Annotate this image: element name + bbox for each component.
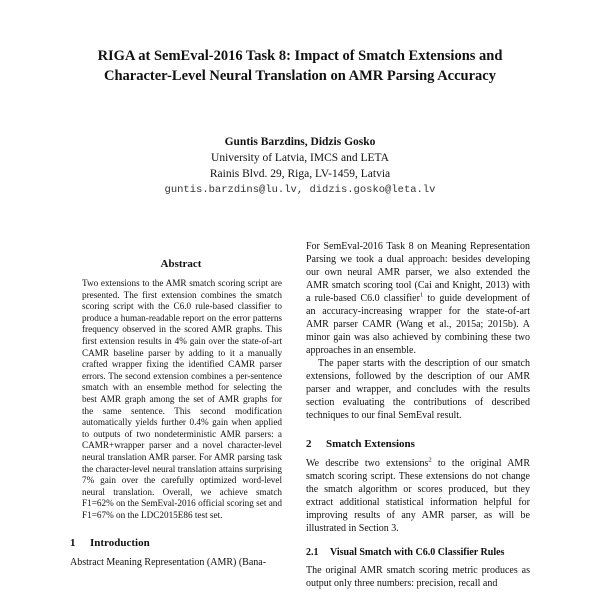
right-paragraph-1 (306, 240, 530, 357)
paper-title (40, 46, 560, 86)
section-1-heading (70, 537, 292, 549)
abstract-heading: Abstract (160, 258, 202, 270)
section-1-number: 1 (70, 537, 76, 550)
left-column (70, 258, 292, 569)
footnote-marker-1: 1 (419, 291, 424, 299)
right-paragraph-1-after: to guide development of an accuracy-increasing wrapper for the state-of-art AMR parser CAMR (Wang et al., 2015a; 2015b). A minor gain was also achieved by combining these two approaches in an ensemble. (306, 293, 530, 356)
title-line-1: RIGA at SemEval-2016 Task 8: Impact of Smatch Extensions and (97, 48, 503, 64)
subsection-2-1-number: 2.1 (306, 547, 319, 558)
author-emails: guntis.barzdins@lu.lv, didzis.gosko@leta.lv (164, 184, 436, 196)
right-paragraph-2: The paper starts with the description of our smatch extensions, followed by the description of our AMR parser and wrapper, and concludes with the results section evaluating the contributions of described techniques to our final SemEval result. (306, 358, 530, 421)
author-block (100, 134, 500, 198)
right-paragraph-1-before: For SemEval-2016 Task 8 on Meaning Representation Parsing we took a dual approach: besides developing our own neural AMR parser, we also extended the AMR smatch scoring tool (Cai and Knight, 2013) with a rule-based C6.0 classifier (306, 241, 530, 304)
section-2-text-after: to the original AMR smatch scoring script. These extensions do not change the smatch algorithm or scores produced, but they extract additional statistical information helpful for improving results of any AMR parser, as will be illustrated in Section 3. (306, 458, 530, 534)
section-2-title: Smatch Extensions (326, 438, 415, 450)
section-1-text: Abstract Meaning Representation (AMR) (Bana- (70, 557, 267, 569)
subsection-2-1-text: The original AMR smatch scoring metric produces as output only three numbers: precision, recall and (306, 565, 530, 589)
title-line-2: Character-Level Neural Translation on AMR Parsing Accuracy (104, 68, 496, 84)
section-1-title: Introduction (90, 537, 150, 550)
section-2-text-before: We describe two extensions (306, 458, 429, 469)
author-names: Guntis Barzdins, Didzis Gosko (224, 136, 376, 148)
author-affiliation: University of Latvia, IMCS and LETA (211, 152, 389, 164)
section-2-number: 2 (306, 438, 312, 450)
abstract-text: Two extensions to the AMR smatch scoring script are presented. The first extension combines the smatch scoring script with the C6.0 rule-based classifier to produce a human-readable report on the error patterns frequency observed in the scored AMR graphs. This first extension results in 4% gain over the state-of-art CAMR baseline parser by adding to it a manually crafted wrapper fixing the identified CAMR parser errors. The second extension combines a per-sentence smatch with an ensemble method for selecting the best AMR graph among the set of AMR graphs for the same sentence. This second modification automatically yields further 0.4% gain when applied to outputs of two nondeterministic AMR parsers: a CAMR+wrapper parser and a novel character-level neural translation AMR parser. For AMR parsing task the character-level neural translation attains surprising 7% gain over the carefully optimized word-level neural translation. Overall, we achieve smatch F1=62% on the SemEval-2016 official scoring set and F1=67% on the LDC2015E86 test set. (82, 278, 282, 520)
subsection-2-1-title: Visual Smatch with C6.0 Classifier Rules (330, 547, 505, 558)
subsection-2-1-heading (306, 547, 530, 558)
author-address: Rainis Blvd. 29, Riga, LV-1459, Latvia (209, 168, 391, 180)
section-2-heading (306, 438, 530, 450)
right-column (306, 240, 530, 590)
section-2-text (306, 457, 530, 535)
footnote-marker-2: 2 (428, 456, 432, 464)
